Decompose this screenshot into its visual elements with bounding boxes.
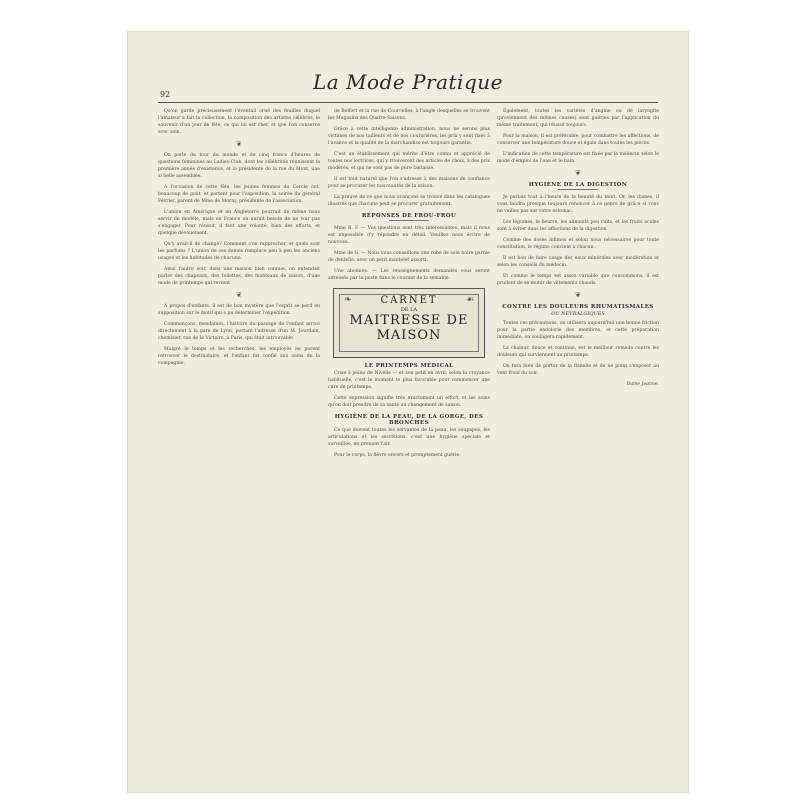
paragraph: Toutes ces précautions, on utilisera aujourd'hui une bonne friction pour la partie endolorie des membres, et cette préparation immédiate, on soulagera rapidement. (497, 321, 659, 340)
paragraph: L'union en Amérique et en Angleterre pourrait de même nous servir de modèle, mais en France on aurait besoin de ne voir pas s'engager. Pour réussir, il faut une volonté, bien des efforts, et quelque dévouement. (158, 210, 320, 236)
answer-paragraph: Mme de G. — Nous vous conseillons une robe de soie noire garnie de dentelle, avec un petit mantelet assorti. (328, 251, 490, 263)
header-rule (158, 102, 658, 103)
paragraph: Qu'y avait-il de changé? Comment s'en rapprocher, et quels sont les parfums ? L'union de ces dames remplace peu à peu les anciens usages et les habitudes de chacune. (158, 242, 320, 261)
paragraph: Qu'on garde précieusement l'éventail orné des feuilles duquel l'amateur a fait la collection, la composition des artistes célèbres, le souvenir d'un jour de fête, ce qui lui est cher, et que l'on conserve avec soin. (158, 109, 320, 135)
answer-paragraph: Une abonnée. — Les renseignements demandés vous seront adressés par la poste dans le courant de la semaine. (328, 269, 490, 281)
paragraph: Les légumes, le beurre, les aliments peu cuits, et les fruits acides sont à éviter dans les affections de la digestion. (497, 220, 659, 232)
paragraph: Cette expression signifie très exactement un effort, et les soins qu'on doit prendre de sa santé au changement de saison. (328, 396, 490, 408)
ornament-divider: ❦ (575, 291, 581, 299)
section-title-douleurs: CONTRE LES DOULEURS RHUMATISMALES (502, 304, 654, 310)
paragraph: Pour le corps, la fièvre envers et promptement guérie. (334, 453, 461, 458)
paragraph: Ainsi l'autre soir, dans une maison bien connue, on entendait parler des chapeaux, des toilettes, des manteaux de saison, d'une mode de printemps qui revient. (158, 267, 320, 286)
carnet-inner-frame (339, 294, 479, 352)
paragraph: Crise à jeûne de Nivelle — et son petit en avril, selon la croyance habituelle, c'est le moment le plus favorable pour commencer une cure de printemps. (328, 371, 490, 390)
ornament-divider: ❦ (236, 291, 242, 299)
paragraph: La preuve de ce que nous avançons se trouve dans les catalogues illustrés que chacune peut se procurer gratuitement. (328, 195, 490, 207)
paragraph: Grâce à cette intelligente administration, nous ne serons plus victimes de nos tailleurs et de nos couturières, les prix y sont fixés à l'avance et la qualité de la marchandise est toujours garantie. (328, 127, 490, 146)
ornament-divider: ❦ (236, 140, 242, 148)
column-2 (328, 108, 490, 780)
paragraph: Malgré le temps et les recherches, les employés ne purent retrouver le destinataire, et l'enfant fut confié aux soins de la compagnie. (158, 347, 320, 366)
paragraph: Egalement, toutes les variétés d'angine ou de laryngite (proviennent des mêmes causes) sont guéries par l'application du même traitement, qui réussit toujours. (497, 109, 659, 128)
carnet-line-1: CARNET (380, 295, 438, 306)
author-signature: Dame Jeanne. (626, 382, 659, 387)
paragraph: Il est bon de faire usage des eaux minérales avec modération et selon les conseils du médecin. (497, 256, 659, 268)
paragraph: Il est tout naturel que l'on s'adresse à des maisons de confiance pour se procurer les nouveautés de la saison. (328, 177, 490, 189)
section-subtitle-nevralgiques: OU NÉVRALGIQUES (551, 311, 605, 317)
paragraph: Comme des doses infimes et selon nous nécessaires pour toute constitution, le régime convient à chacun. (497, 238, 659, 250)
column-3 (497, 108, 659, 780)
paragraph: Ce que doivent toutes les servantes de la peau, les soupapes, les articulations et les sécrétions, c'est une hygiène spéciale et surveillée, en prenant l'air. (328, 428, 490, 447)
paragraph: On fera bien de porter de la flanelle et de ne point s'exposer au vent froid du soir. (497, 364, 659, 376)
subhead-hygiene-peau: HYGIÈNE DE LA PEAU, DE LA GORGE, DES BRONCHES (334, 414, 484, 426)
carnet-line-2: DE LA (400, 307, 418, 313)
answer-paragraph: Mme B. F. — Vos questions sont très intéressantes, mais il nous est impossible d'y répondre en détail. Veuillez nous écrire de nouveau. (328, 226, 490, 245)
magazine-page (128, 32, 688, 792)
section-title-digestion: HYGIÈNE DE LA DIGESTION (528, 182, 628, 188)
section-title-reponses: RÉPONSES DE FROU-FROU (361, 213, 457, 219)
paragraph: de Belfort et la rue de Courcelles, à l'angle desquelles se trouvent les Magasins des Quatre-Saisons. (328, 109, 490, 121)
paragraph: On parle du tour du monde et de cinq francs d'heures de questions féminines au Ladies-Club, dont les célébrités réunissent la première année d'existence, et la présidente de la rue du Mont, une si belle assemblée. (158, 153, 320, 179)
paragraph: Commençons, mesdames, l'histoire du passage de l'enfant arrivé directement à la gare de Lyon, portant l'adresse d'un M. Jourdain, chemisier, rue de la Victoire, à Paris, qui était introuvable. (158, 322, 320, 341)
leaf-ornament-icon: ❧ (344, 295, 352, 305)
carnet-title-box (333, 288, 485, 358)
page-number: 92 (160, 90, 171, 99)
leaf-ornament-icon: ☙ (465, 295, 474, 305)
column-1 (158, 108, 320, 780)
section-rule (558, 189, 598, 190)
masthead-title: La Mode Pratique (313, 70, 503, 94)
carnet-line-3: MAITRESSE DE MAISON (349, 313, 469, 343)
paragraph: A l'occasion de cette fête, les jeunes femmes du Cercle ont, beaucoup de goût, et partent pour l'exposition, la soirée du général Février, parent de Mme de Morny, présidente de l'association. (158, 185, 320, 204)
paragraph: L'indication de cette température est fixée par le médecin selon le mode d'emploi de l'eau et le bain. (497, 152, 659, 164)
paragraph: Pour la maison, il est préférable, pour combattre les affections, de conserver une température douce et égale dans toutes les pièces. (497, 134, 659, 146)
paragraph: Et comme le temps est assez variable que consommons, il est prudent de se munir de vêtements chauds. (497, 274, 659, 286)
paragraph: La chaleur, douce et continue, est le meilleur remède contre les douleurs qui surviennent au printemps. (497, 346, 659, 358)
paragraph: A propos d'enfants, il est de bon mystère que l'esprit se perd en supposition sur le motif qui a pu déterminer l'expédition. (158, 304, 320, 316)
subhead-printemps: LE PRINTEMPS MÉDICAL (364, 363, 454, 369)
paragraph: Je parlais tout à l'heure de la beauté du teint. Or, les dames, il vous faudra presque toujours renoncer à ce genre de grâce si vous ne veillez pas sur votre estomac. (497, 195, 659, 214)
paragraph: C'est un établissement qui mérite d'être connu et apprécié de toutes nos lectrices, qui y trouveront des articles de choix, à des prix modérés, et qui ne sont pas de pure fantaisie. (328, 152, 490, 171)
section-rule (389, 220, 429, 221)
ornament-divider: ❦ (575, 169, 581, 177)
